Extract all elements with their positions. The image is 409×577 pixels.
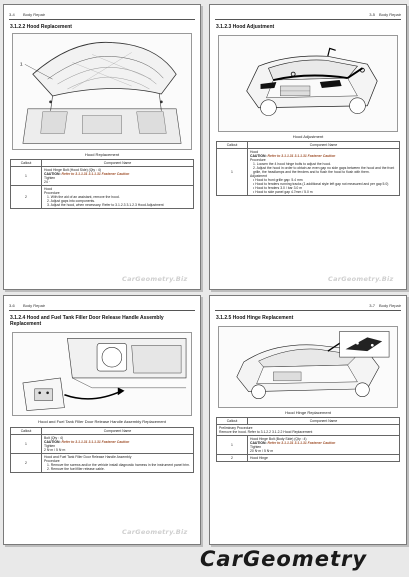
col-component: Component Name [248, 142, 400, 149]
component-cell [248, 436, 400, 455]
page-header [9, 302, 195, 311]
caution-link[interactable]: Refer to 3.1.1.31 3.1.1.31 Fastener Caution [267, 154, 336, 158]
component-cell [42, 186, 194, 209]
page-number: 3-6 [9, 303, 15, 308]
section-name: Body Repair [23, 303, 46, 308]
hood-hinge-figure [218, 326, 398, 408]
caution-link[interactable]: Refer to 3.1.1.31 3.1.1.31 Fastener Caution [61, 172, 130, 176]
detail-line: 20 N·m / 5 N·m [250, 449, 274, 453]
detail-line: Tighten [44, 444, 56, 448]
callout-cell: 1 [217, 149, 248, 196]
col-callout: Callout [217, 418, 248, 425]
component-cell [42, 167, 194, 186]
col-component: Component Name [42, 428, 194, 435]
manual-page-3-6 [3, 295, 201, 545]
component-table [10, 427, 194, 473]
col-callout: Callout [217, 142, 248, 149]
section-title: 3.1.2.2 Hood Replacement [10, 24, 72, 30]
component-name: Hood Hinge Bolt (Hood Side) (Qty : 4) [44, 168, 101, 172]
watermark-small: CarGeometry.Biz [328, 275, 394, 283]
page-number: 3-7 [369, 303, 375, 308]
manual-page-3-7 [209, 295, 407, 545]
component-name: Hood Hinge [250, 456, 268, 460]
preliminary-cell [217, 425, 400, 436]
callout-cell: 2 [11, 454, 42, 473]
component-name: Hood [44, 187, 53, 191]
component-name: Bolt (Qty : 4) [44, 436, 64, 440]
component-cell [248, 149, 400, 196]
suv-front-illustration [219, 36, 397, 131]
hood-adjustment-figure [218, 35, 398, 132]
procedure-step: 1. Remove the screws and/or the vehicle install diagnostic harness in the instrument panel trim. [47, 463, 190, 467]
caution-label: CAUTION: [44, 440, 61, 444]
section-title: 3.1.2.3 Hood Adjustment [216, 24, 275, 30]
caution-link[interactable]: Refer to 3.1.1.31 3.1.1.31 Fastener Caution [61, 440, 130, 444]
callout-cell: 1 [11, 435, 42, 454]
col-component: Component Name [42, 160, 194, 167]
callout-1-label: 1 [19, 62, 23, 68]
detail-line: Procedure [44, 459, 60, 463]
page-number: 3-4 [9, 12, 15, 17]
procedure-step: 1. With the aid of an assistant, remove the hood. [47, 195, 120, 199]
section-name: Body Repair [378, 303, 401, 308]
component-table [216, 141, 400, 196]
procedure-step: 2. Adjust gaps into components. [47, 199, 96, 203]
figure-caption: Hood Adjustment [292, 134, 324, 139]
detail-line: Adjustment [250, 174, 267, 178]
section-title: 3.1.2.5 Hood Hinge Replacement [216, 315, 294, 321]
callout-cell: 1 [11, 167, 42, 186]
table-row [11, 435, 194, 454]
component-table [216, 417, 400, 462]
manual-page-3-4 [3, 4, 201, 290]
manual-page-3-5 [209, 4, 407, 290]
caution-label: CAUTION: [250, 154, 267, 158]
release-handle-figure [12, 332, 192, 416]
caution-label: CAUTION: [250, 441, 267, 445]
watermark-logo: CarGeometry [200, 547, 368, 571]
detail-line: Procedure [44, 191, 60, 195]
watermark-small: CarGeometry.Biz [122, 528, 188, 536]
page-header [215, 302, 401, 311]
component-name: Hood [250, 150, 259, 154]
figure-caption: Hood Hinge Replacement [285, 410, 331, 415]
detail-line: 24 · [44, 180, 50, 184]
hood-replacement-figure [12, 33, 192, 150]
detail-line: Tighten [250, 445, 262, 449]
component-cell [42, 435, 194, 454]
component-name: Hood and Fuel Tank Filler Door Release Handle Assembly [44, 455, 132, 459]
component-cell [248, 455, 400, 462]
watermark-small: CarGeometry.Biz [122, 275, 188, 283]
table-row [217, 425, 400, 436]
component-name: Hood Hinge Bolt (Body Side) (Qty : 4) [250, 437, 307, 441]
section-title: 3.1.2.4 Hood and Fuel Tank Filler Door Release Handle Assembly Replacement [10, 315, 164, 327]
detail-line: 2 N·m / 5 N·m [44, 448, 66, 452]
callout-cell: 1 [217, 436, 248, 455]
callout-cell: 2 [11, 186, 42, 209]
section-name: Body Repair [378, 12, 401, 17]
component-cell [42, 454, 194, 473]
table-row [217, 436, 400, 455]
detail-line: Procedure [250, 158, 266, 162]
table-row [11, 186, 194, 209]
table-row [11, 454, 194, 473]
procedure-step: 1. Loosen the 4 hood hinge bolts to adjust the hood. [253, 162, 332, 166]
interior-illustration [13, 333, 191, 415]
col-component: Component Name [248, 418, 400, 425]
adjustment-item: • Hood to fenders running tracks (1 additional style left gap not measured and per gap 5.0) [253, 182, 389, 186]
preliminary-text: Remove the hood. Refer to 3.1.2.2 3.1.2.2 Hood Replacement [219, 430, 313, 434]
page-header [9, 11, 195, 20]
section-name: Body Repair [23, 12, 46, 17]
col-callout: Callout [11, 428, 42, 435]
procedure-step: 2. Remove the fuel filler release cable. [47, 467, 105, 471]
table-row [11, 167, 194, 186]
figure-caption: Hood Replacement [84, 152, 120, 157]
table-row [217, 455, 400, 462]
detail-line: Tighten [44, 176, 56, 180]
procedure-step: 2. Adjust the hood in order to obtain an even gap no side gaps between the hood and the front grille, the headlamps and the fenders and to flush the hood to flush with them. [253, 166, 395, 174]
col-callout: Callout [11, 160, 42, 167]
caution-label: CAUTION: [44, 172, 61, 176]
figure-caption: Hood and Fuel Tank Filler Door Release Handle Assembly Replacement [38, 419, 166, 424]
callout-cell: 2 [217, 455, 248, 462]
hood-illustration [13, 34, 191, 149]
suv-hinge-illustration [219, 327, 397, 407]
page-number: 3-5 [369, 12, 375, 17]
adjustment-item: • Hood to side panel gap 4.7mm / 5.0 m [253, 190, 313, 194]
table-row [217, 149, 400, 196]
procedure-step: 3. Adjust the hood, when necessary. Refer to 3.1.2.3 3.1.2.3 Hood Adjustment [47, 203, 164, 207]
component-table [10, 159, 194, 209]
adjustment-item: • Hood to fenders 3.0 / bar 3.0 m [253, 186, 303, 190]
adjustment-item: • Hood to front grille gap: 5.4 mm [253, 178, 303, 182]
page-header [215, 11, 401, 20]
preliminary-label: Preliminary Procedure [219, 426, 253, 430]
caution-link[interactable]: Refer to 3.1.1.31 3.1.1.31 Fastener Caution [267, 441, 336, 445]
